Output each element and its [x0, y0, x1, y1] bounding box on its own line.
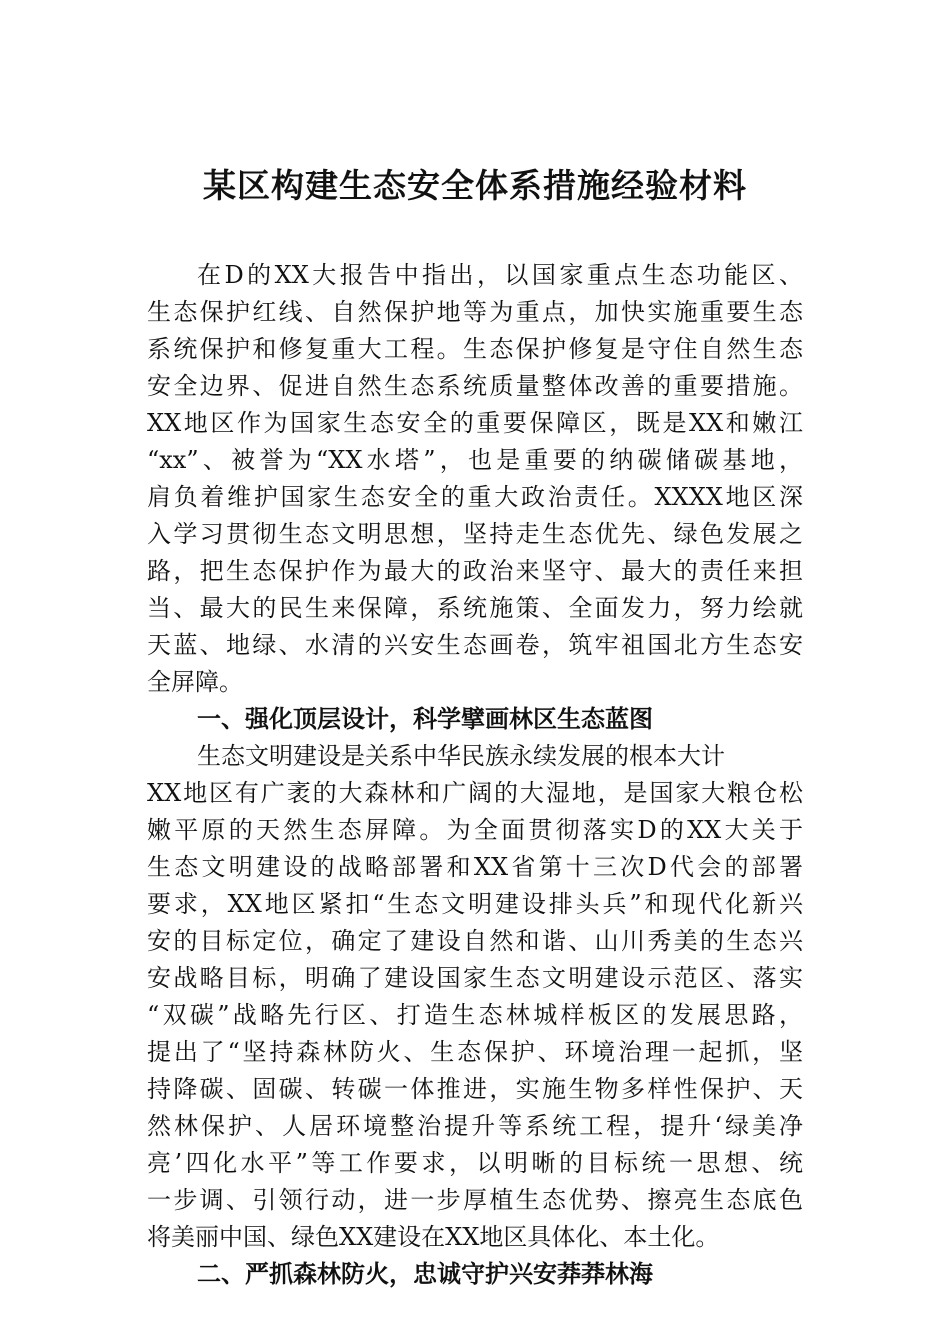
body-line: 要求，XX地区紧扣“生态文明建设排头兵”和现代化新兴 — [147, 890, 803, 918]
body-line: 安的目标定位，确定了建设自然和谐、山川秀美的生态兴 — [147, 927, 803, 955]
body-line: XX地区作为国家生态安全的重要保障区，既是XX和嫩江 — [147, 409, 803, 437]
body-line: 持降碳、固碳、转碳一体推进，实施生物多样性保护、天 — [147, 1075, 803, 1103]
body-line: 安战略目标，明确了建设国家生态文明建设示范区、落实 — [147, 964, 803, 992]
body-line: 入学习贯彻生态文明思想，坚持走生态优先、绿色发展之 — [147, 520, 803, 548]
section-heading-1: 一、强化顶层设计，科学擘画林区生态蓝图 — [197, 705, 653, 733]
body-line: 系统保护和修复重大工程。生态保护修复是守住自然生态 — [147, 335, 803, 363]
body-line: 嫩平原的天然生态屏障。为全面贯彻落实D的XX大关于 — [147, 816, 803, 844]
body-line: 全屏障。 — [147, 668, 243, 696]
section-heading-2: 二、严抓森林防火，忠诚守护兴安莽莽林海 — [197, 1260, 653, 1288]
body-line: 将美丽中国、绿色XX建设在XX地区具体化、本土化。 — [147, 1223, 720, 1251]
body-line: 生态文明建设是关系中华民族永续发展的根本大计 — [197, 742, 725, 770]
body-line: “xx”、被誉为“XX水塔”，也是重要的纳碳储碳基地， — [147, 446, 803, 474]
body-line: 一步调、引领行动，进一步厚植生态优势、擦亮生态底色 — [147, 1186, 803, 1214]
body-line: 肩负着维护国家生态安全的重大政治责任。XXXX地区深 — [147, 483, 803, 511]
document-title: 某区构建生态安全体系措施经验材料 — [203, 166, 747, 205]
body-line: 安全边界、促进自然生态系统质量整体改善的重要措施。 — [147, 372, 803, 400]
body-line: “双碳”战略先行区、打造生态林城样板区的发展思路， — [147, 1001, 803, 1029]
body-line: 在D的XX大报告中指出，以国家重点生态功能区、 — [197, 261, 803, 289]
body-line: XX地区有广袤的大森林和广阔的大湿地，是国家大粮仓松 — [147, 779, 803, 807]
body-line: 当、最大的民生来保障，系统施策、全面发力，努力绘就 — [147, 594, 803, 622]
body-line: 生态文明建设的战略部署和XX省第十三次D代会的部署 — [147, 853, 803, 881]
body-line: 然林保护、人居环境整治提升等系统工程，提升‘绿美净 — [147, 1112, 803, 1140]
body-line: 路，把生态保护作为最大的政治来坚守、最大的责任来担 — [147, 557, 803, 585]
body-line: 天蓝、地绿、水清的兴安生态画卷，筑牢祖国北方生态安 — [147, 631, 803, 659]
body-line: 提出了“坚持森林防火、生态保护、环境治理一起抓，坚 — [147, 1038, 803, 1066]
body-line: 生态保护红线、自然保护地等为重点，加快实施重要生态 — [147, 298, 803, 326]
body-line: 亮’四化水平”等工作要求，以明晰的目标统一思想、统 — [147, 1149, 803, 1177]
